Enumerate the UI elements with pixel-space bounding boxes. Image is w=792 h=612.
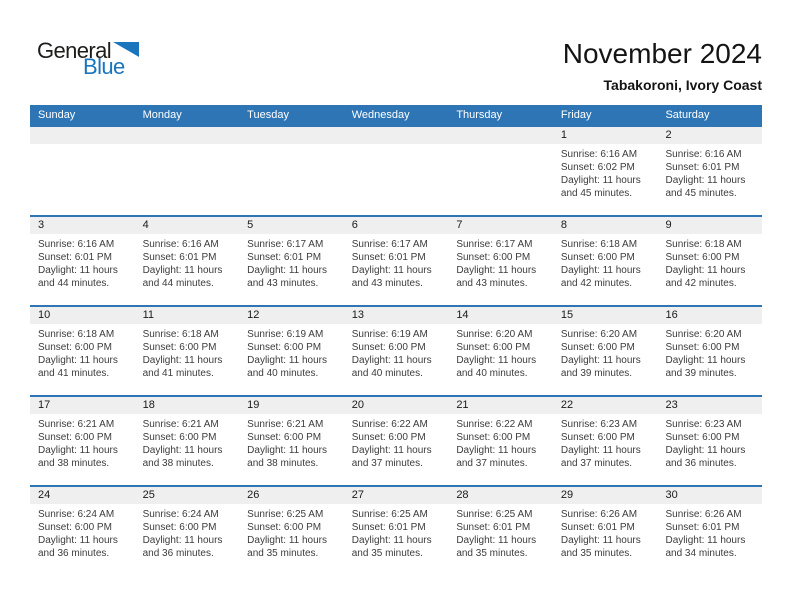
cell-line: Sunset: 6:01 PM [351,522,426,533]
cell-line: Sunset: 6:00 PM [38,342,112,353]
cell-line: Sunset: 6:01 PM [247,252,322,263]
cell-line: Sunrise: 6:18 AM [38,329,115,340]
cell-line: Daylight: 11 hours [142,445,223,456]
calendar-table [30,105,762,575]
day-number: 27 [351,489,364,501]
cell-line: Sunset: 6:00 PM [142,522,217,533]
day-number: 5 [247,219,254,231]
day-cell [135,487,240,575]
day-number-band [239,397,344,414]
day-cell [657,487,762,575]
empty-day-cell [239,127,344,215]
page-title: November 2024 [562,38,762,69]
cell-line: and 35 minutes. [247,548,319,559]
day-number-band [30,397,135,414]
logo-text-blue: Blue [83,54,125,79]
cell-line: and 35 minutes. [560,548,633,559]
cell-line: Sunset: 6:01 PM [351,252,426,263]
day-number: 14 [456,309,469,321]
cell-line: Daylight: 11 hours [247,265,328,276]
day-number-band [657,307,762,324]
day-details [239,414,344,470]
day-number-band [553,397,658,414]
cell-line: and 36 minutes. [142,548,214,559]
cell-line: Sunset: 6:01 PM [560,522,635,533]
day-details [657,234,762,290]
day-number-band [30,127,135,144]
location-subtitle: Tabakoroni, Ivory Coast [603,77,762,93]
day-cell [344,217,449,305]
day-details [344,504,449,560]
day-details [30,234,135,290]
cell-line: Sunrise: 6:25 AM [351,509,428,520]
cell-line: Daylight: 11 hours [38,445,118,456]
cell-line: Daylight: 11 hours [665,355,746,366]
cell-line: and 43 minutes. [351,278,423,289]
day-number: 6 [351,219,358,231]
day-cell [553,487,658,575]
day-cell [239,397,344,485]
cell-line: Sunrise: 6:20 AM [456,329,533,340]
cell-line: Daylight: 11 hours [38,535,118,546]
day-cell [448,217,553,305]
day-number: 16 [665,309,678,321]
day-details [448,414,553,470]
day-details [553,324,658,380]
cell-line: Sunrise: 6:16 AM [560,149,638,160]
day-number: 15 [560,309,574,321]
day-cell [30,217,135,305]
cell-line: and 40 minutes. [456,368,528,379]
day-details [239,324,344,380]
day-details [657,324,762,380]
day-cell [239,487,344,575]
day-number: 25 [142,489,155,501]
day-details [657,144,762,200]
cell-line: Sunset: 6:01 PM [665,522,740,533]
cell-line: and 39 minutes. [560,368,633,379]
cell-line: Sunset: 6:00 PM [665,342,740,353]
cell-line: Daylight: 11 hours [560,355,641,366]
day-number: 3 [38,219,45,231]
day-number-band [239,127,344,144]
cell-line: Daylight: 11 hours [665,535,746,546]
day-cell [344,487,449,575]
cell-line: Daylight: 11 hours [456,355,537,366]
cell-line: Daylight: 11 hours [665,445,746,456]
cell-line: Sunrise: 6:20 AM [665,329,742,340]
weekday-header-saturday: Saturday [665,109,710,121]
cell-line: and 36 minutes. [665,458,737,469]
cell-line: and 43 minutes. [456,278,528,289]
day-number-band [30,307,135,324]
week-row [30,485,762,575]
day-number-band [553,217,658,234]
day-cell [135,397,240,485]
cell-line: Daylight: 11 hours [665,175,746,186]
cell-line: Sunset: 6:00 PM [456,252,531,263]
cell-line: Daylight: 11 hours [142,355,223,366]
day-number: 30 [665,489,678,501]
day-details [135,414,240,470]
day-number-band [657,487,762,504]
cell-line: and 45 minutes. [560,188,633,199]
day-number-band [448,397,553,414]
day-number: 19 [247,399,260,411]
cell-line: Sunrise: 6:17 AM [456,239,533,250]
cell-line: Sunrise: 6:21 AM [38,419,115,430]
day-cell [448,397,553,485]
day-number-band [448,217,553,234]
cell-line: Daylight: 11 hours [38,265,118,276]
cell-line: Sunrise: 6:17 AM [247,239,324,250]
cell-line: and 36 minutes. [38,548,110,559]
cell-line: Sunset: 6:00 PM [38,432,112,443]
cell-line: and 38 minutes. [38,458,110,469]
day-details [239,504,344,560]
day-number: 1 [560,129,568,141]
day-cell [553,397,658,485]
weekday-header-thursday: Thursday [456,109,503,121]
cell-line: Sunset: 6:00 PM [560,432,635,443]
cell-line: and 37 minutes. [560,458,633,469]
cell-line: Sunrise: 6:21 AM [247,419,324,430]
cell-line: Sunset: 6:00 PM [456,342,531,353]
cell-line: Sunset: 6:00 PM [247,522,322,533]
day-cell [30,397,135,485]
day-details [30,414,135,470]
cell-line: Daylight: 11 hours [456,535,537,546]
cell-line: Sunrise: 6:18 AM [560,239,638,250]
day-cell [135,307,240,395]
cell-line: Sunrise: 6:26 AM [560,509,638,520]
cell-line: and 41 minutes. [142,368,214,379]
cell-line: Daylight: 11 hours [247,355,328,366]
day-details [135,234,240,290]
cell-line: and 40 minutes. [247,368,319,379]
cell-line: Sunset: 6:00 PM [351,342,426,353]
cell-line: Daylight: 11 hours [142,535,223,546]
cell-line: and 34 minutes. [665,548,737,559]
cell-line: Sunset: 6:00 PM [456,432,531,443]
cell-line: and 44 minutes. [38,278,110,289]
cell-line: Sunrise: 6:22 AM [456,419,533,430]
day-number: 20 [351,399,364,411]
day-cell [239,307,344,395]
cell-line: Sunrise: 6:16 AM [142,239,219,250]
cell-line: Sunrise: 6:17 AM [351,239,428,250]
cell-line: and 38 minutes. [247,458,319,469]
weekday-header-wednesday: Wednesday [351,109,410,121]
day-number-band [344,397,449,414]
day-cell [239,217,344,305]
week-row [30,305,762,395]
day-number: 12 [247,309,260,321]
cell-line: Daylight: 11 hours [560,445,641,456]
cell-line: Sunset: 6:00 PM [560,342,635,353]
cell-line: Daylight: 11 hours [456,265,537,276]
day-number-band [553,487,658,504]
day-number-band [553,127,658,144]
day-details [344,234,449,290]
day-cell [30,307,135,395]
weekday-header-monday: Monday [142,109,182,121]
cell-line: Daylight: 11 hours [351,445,432,456]
cell-line: Daylight: 11 hours [560,265,641,276]
day-number-band [135,487,240,504]
cell-line: and 37 minutes. [351,458,423,469]
day-cell [448,487,553,575]
cell-line: Daylight: 11 hours [560,175,641,186]
cell-line: Sunset: 6:00 PM [351,432,426,443]
day-number-band [344,217,449,234]
cell-line: Sunrise: 6:23 AM [560,419,638,430]
cell-line: Sunrise: 6:23 AM [665,419,742,430]
weekday-header-tuesday: Tuesday [247,109,289,121]
day-details [553,234,658,290]
cell-line: and 38 minutes. [142,458,214,469]
weekday-header-row [30,105,762,125]
day-number: 4 [142,219,149,231]
day-number-band [344,307,449,324]
cell-line: Daylight: 11 hours [560,535,641,546]
day-cell [30,487,135,575]
day-details [657,504,762,560]
day-cell [657,397,762,485]
week-row [30,125,762,215]
day-details [135,324,240,380]
day-number: 18 [142,399,155,411]
cell-line: and 42 minutes. [560,278,633,289]
cell-line: Sunset: 6:00 PM [142,342,217,353]
day-number-band [657,397,762,414]
cell-line: Sunset: 6:00 PM [247,432,322,443]
day-details [553,504,658,560]
day-number-band [239,217,344,234]
cell-line: and 43 minutes. [247,278,319,289]
cell-line: Sunset: 6:00 PM [142,432,217,443]
day-cell [553,217,658,305]
cell-line: Daylight: 11 hours [665,265,746,276]
day-number: 24 [38,489,51,501]
weeks-container [30,125,762,575]
cell-line: and 35 minutes. [351,548,423,559]
day-details [30,324,135,380]
day-details [657,414,762,470]
cell-line: Daylight: 11 hours [247,535,328,546]
cell-line: Sunset: 6:00 PM [665,252,740,263]
day-cell [553,127,658,215]
cell-line: Daylight: 11 hours [142,265,223,276]
cell-line: Sunrise: 6:22 AM [351,419,428,430]
day-number: 26 [247,489,260,501]
day-number: 9 [665,219,672,231]
day-number: 22 [560,399,574,411]
day-number-band [657,217,762,234]
day-number-band [30,217,135,234]
day-number-band [135,397,240,414]
cell-line: and 37 minutes. [456,458,528,469]
cell-line: Sunset: 6:00 PM [247,342,322,353]
cell-line: and 45 minutes. [665,188,737,199]
day-number-band [344,487,449,504]
cell-line: Daylight: 11 hours [456,445,537,456]
day-details [135,504,240,560]
cell-line: Sunrise: 6:25 AM [247,509,324,520]
day-details [30,504,135,560]
day-cell [344,307,449,395]
day-number: 13 [351,309,364,321]
day-number-band [448,127,553,144]
cell-line: Sunrise: 6:25 AM [456,509,533,520]
day-number-band [448,487,553,504]
day-number: 11 [142,309,154,321]
day-details [344,414,449,470]
general-blue-logo [37,40,139,78]
day-number: 17 [38,399,51,411]
day-details [448,234,553,290]
empty-day-cell [344,127,449,215]
day-details [344,324,449,380]
logo-text-general: General [37,38,112,63]
week-row [30,215,762,305]
cell-line: Sunset: 6:01 PM [142,252,217,263]
day-number: 8 [560,219,568,231]
day-details [553,144,658,200]
cell-line: and 35 minutes. [456,548,528,559]
cell-line: and 41 minutes. [38,368,110,379]
cell-line: Daylight: 11 hours [351,355,432,366]
day-cell [135,217,240,305]
cell-line: Sunrise: 6:19 AM [351,329,428,340]
day-details [553,414,658,470]
cell-line: and 40 minutes. [351,368,423,379]
day-number-band [239,307,344,324]
week-row [30,395,762,485]
cell-line: Daylight: 11 hours [351,265,432,276]
cell-line: and 39 minutes. [665,368,737,379]
day-number-band [135,127,240,144]
cell-line: Sunrise: 6:16 AM [665,149,742,160]
cell-line: Sunrise: 6:19 AM [247,329,324,340]
day-number-band [657,127,762,144]
day-number: 2 [665,129,672,141]
weekday-header-friday: Friday [560,109,592,121]
day-details [448,504,553,560]
cell-line: Daylight: 11 hours [351,535,432,546]
day-cell [657,127,762,215]
cell-line: Sunset: 6:02 PM [560,162,635,173]
cell-line: Daylight: 11 hours [247,445,328,456]
day-number-band [553,307,658,324]
cell-line: Sunset: 6:01 PM [665,162,740,173]
cell-line: Sunset: 6:01 PM [38,252,112,263]
cell-line: Sunset: 6:01 PM [456,522,531,533]
day-number: 29 [560,489,574,501]
day-number: 7 [456,219,463,231]
day-number-band [135,307,240,324]
cell-line: Sunrise: 6:26 AM [665,509,742,520]
cell-line: and 42 minutes. [665,278,737,289]
cell-line: Sunset: 6:00 PM [665,432,740,443]
empty-day-cell [135,127,240,215]
day-number: 28 [456,489,469,501]
cell-line: Sunset: 6:00 PM [38,522,112,533]
cell-line: Sunset: 6:00 PM [560,252,635,263]
day-number: 21 [456,399,469,411]
day-number-band [448,307,553,324]
day-number: 23 [665,399,678,411]
day-number-band [135,217,240,234]
day-cell [657,217,762,305]
title-block [563,38,762,93]
cell-line: Sunrise: 6:18 AM [142,329,219,340]
day-cell [448,307,553,395]
cell-line: Sunrise: 6:24 AM [142,509,219,520]
cell-line: Sunrise: 6:24 AM [38,509,115,520]
day-details [448,324,553,380]
cell-line: Sunrise: 6:21 AM [142,419,219,430]
weekday-header-sunday: Sunday [38,109,76,121]
empty-day-cell [30,127,135,215]
day-number-band [30,487,135,504]
day-cell [344,397,449,485]
cell-line: Sunrise: 6:18 AM [665,239,742,250]
cell-line: Sunrise: 6:16 AM [38,239,115,250]
cell-line: and 44 minutes. [142,278,214,289]
day-number-band [344,127,449,144]
day-cell [553,307,658,395]
empty-day-cell [448,127,553,215]
day-cell [657,307,762,395]
day-details [239,234,344,290]
cell-line: Daylight: 11 hours [38,355,118,366]
day-number-band [239,487,344,504]
day-number: 10 [38,309,51,321]
cell-line: Sunrise: 6:20 AM [560,329,638,340]
